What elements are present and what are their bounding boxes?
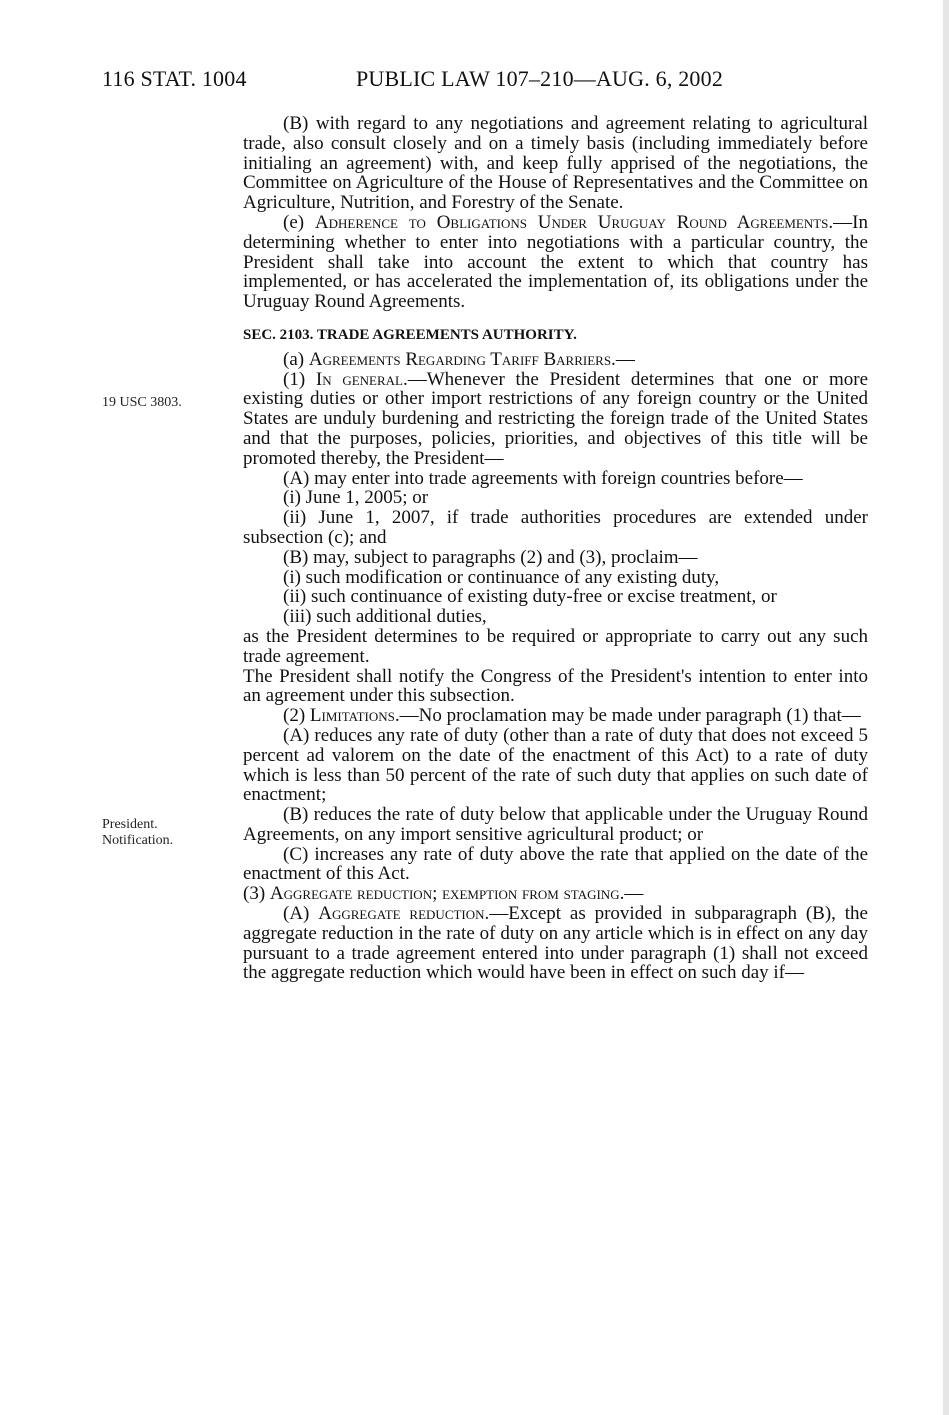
- page-reference: 116 STAT. 1004: [102, 66, 247, 91]
- paragraph-1Bi: (i) such modification or continuance of any existing duty,: [283, 566, 720, 588]
- paragraph-1: [243, 370, 868, 469]
- paragraph-3-heading: Aggregate reduction; exemption from staging.: [269, 883, 625, 905]
- paragraph-3A-number: (A): [283, 903, 319, 925]
- paragraph-e-number: (e): [283, 211, 315, 233]
- paragraph-3-number: (3): [243, 883, 270, 905]
- page-title: PUBLIC LAW 107–210—AUG. 6, 2002: [356, 66, 724, 91]
- page-edge-shadow: [943, 0, 949, 1415]
- paragraph-a-number: (a): [283, 348, 309, 370]
- paragraph-e-text: —In determining whether to enter into negotiations with a particular country, the President shall take into account the extent to which that country has implemented, or has accelerated the implementation of, its obligations under the Uruguay Round Agreements.: [243, 211, 868, 313]
- paragraph-1-heading: In general.: [315, 368, 408, 390]
- paragraph-2-heading: Limitations.: [309, 705, 400, 727]
- paragraph-e: [243, 213, 868, 312]
- paragraph-1Biii: (iii) such additional duties,: [283, 606, 487, 628]
- paragraph-b-agricultural: (B) with regard to any negotiations and agreement relating to agricultural trade, also consult closely and on a timely basis (including immediately before initialing an agreement) with, and keep fully apprised of the negotiations, the Committee on Agriculture of the House of Representatives and the Committee on Agriculture, Nutrition, and Forestry of the Senate.: [243, 113, 868, 214]
- document-body: [243, 114, 868, 983]
- paragraph-a-dash: —: [615, 348, 635, 370]
- paragraph-3A: [243, 904, 868, 983]
- paragraph-1B: (B) may, subject to paragraphs (2) and (3), proclaim—: [283, 546, 698, 568]
- paragraph-2-text: —No proclamation may be made under paragraph (1) that—: [399, 705, 861, 727]
- paragraph-1Aii: (ii) June 1, 2007, if trade authorities procedures are extended under subsection (c); and: [243, 507, 868, 548]
- paragraph-2A: (A) reduces any rate of duty (other than a rate of duty that does not exceed 5 percent ad valorem on the date of the enactment of this Act) to a rate of duty which is less than 50 percent of the rate of such duty that applies on such date of enactment;: [243, 724, 868, 806]
- paragraph-notify: The President shall notify the Congress of the President's intention to enter into an agreement under this subsection.: [243, 665, 868, 707]
- paragraph-3-dash: —: [624, 883, 644, 905]
- paragraph-1Bii: (ii) such continuance of existing duty-free or excise treatment, or: [283, 586, 777, 608]
- paragraph-2: [243, 706, 868, 726]
- paragraph-2C: (C) increases any rate of duty above the rate that applied on the date of the enactment of this Act.: [243, 843, 868, 885]
- margin-note-usc: 19 USC 3803.: [102, 395, 182, 410]
- margin-note-president: President.: [102, 817, 158, 832]
- paragraph-a-heading: [243, 350, 868, 370]
- paragraph-2-number: (2): [283, 705, 310, 727]
- margin-note-notification: Notification.: [102, 833, 174, 848]
- paragraph-3A-heading: Aggregate reduction.: [318, 903, 490, 925]
- paragraph-a-title: Agreements Regarding Tariff Barriers.: [308, 348, 616, 370]
- paragraph-1-text: —Whenever the President determines that one or more existing duties or other import restrictions of any foreign country or the United States are unduly burdening and restricting the foreign trade of the United States and that the purposes, policies, priorities, and objectives of this title will be promoted thereby, the President—: [243, 368, 868, 469]
- paragraph-2B: (B) reduces the rate of duty below that applicable under the Uruguay Round Agreements, on any import sensitive agricultural product; or: [243, 804, 868, 845]
- paragraph-3A-text: —Except as provided in subparagraph (B), the aggregate reduction in the rate of duty on any article which is in effect on any day pursuant to a trade agreement entered into under paragraph (1) shall not exceed the aggregate reduction which would have been in effect on such day if—: [243, 903, 868, 984]
- paragraph-1-close: as the President determines to be required or appropriate to carry out any such trade agreement.: [243, 625, 868, 667]
- paragraph-1Ai: (i) June 1, 2005; or: [283, 487, 429, 509]
- paragraph-3: [243, 884, 868, 904]
- paragraph-e-heading: Adherence to Obligations Under Uruguay Round Agreements.: [314, 211, 834, 233]
- paragraph-1-number: (1): [283, 368, 316, 390]
- section-heading: SEC. 2103. TRADE AGREEMENTS AUTHORITY.: [243, 326, 577, 343]
- paragraph-1A: (A) may enter into trade agreements with foreign countries before—: [283, 467, 803, 489]
